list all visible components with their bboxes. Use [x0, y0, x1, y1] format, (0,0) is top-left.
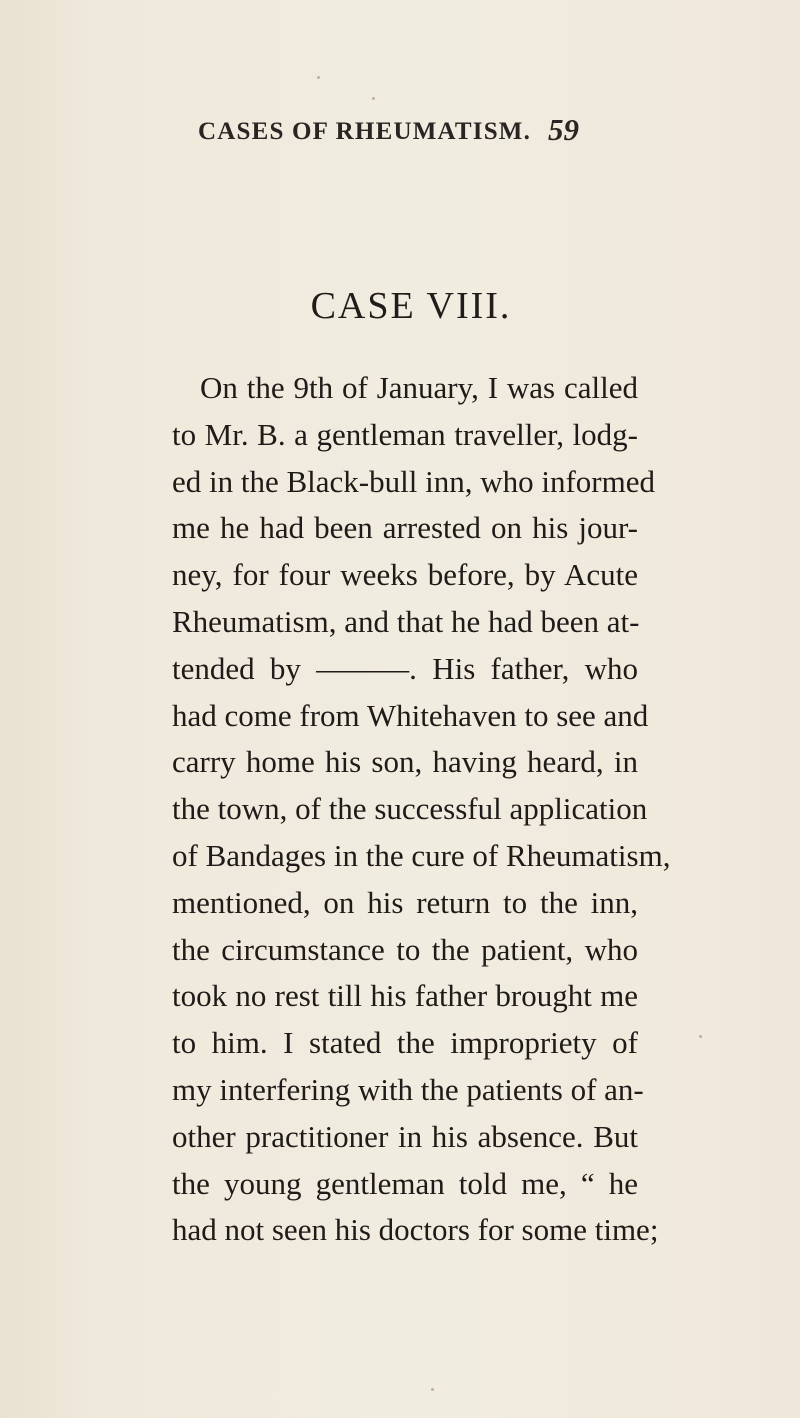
text-line: of Bandages in the cure of Rheumatism, [172, 837, 671, 873]
text-line: had come from Whitehaven to see and [172, 697, 649, 733]
text-line: to him. I stated the impropriety of [172, 1025, 638, 1061]
text-line: other practitioner in his absence. But [172, 1118, 638, 1154]
running-head-title: CASES OF RHEUMATISM. [198, 118, 532, 145]
text-line: the circumstance to the patient, who [172, 931, 638, 967]
text-line: took no rest till his father brought me [172, 978, 638, 1014]
text-line: Rheumatism, and that he had been at- [172, 603, 640, 639]
text-line: my interfering with the patients of an- [172, 1071, 644, 1107]
text-line: ed in the Black-bull inn, who informed [172, 463, 655, 499]
text-line: the town, of the successful application [172, 791, 648, 827]
text-line: the young gentleman told me, “ he [172, 1165, 638, 1201]
paper-speck [699, 1035, 702, 1038]
text-line: ney, for four weeks before, by Acute [172, 557, 638, 593]
text-line: me he had been arrested on his jour- [172, 510, 638, 546]
paper-speck [431, 1388, 434, 1391]
page-number: 59 [548, 112, 579, 147]
case-heading: CASE VIII. [310, 285, 512, 327]
paper-speck [317, 76, 320, 79]
text-line: had not seen his doctors for some time; [172, 1212, 659, 1248]
text-line: tended by ———. His father, who [172, 650, 638, 686]
paper-speck [372, 97, 375, 100]
text-line: On the 9th of January, I was called [200, 370, 638, 405]
text-line: carry home his son, having heard, in [172, 744, 638, 780]
text-line: mentioned, on his return to the inn, [172, 884, 638, 920]
text-line: to Mr. B. a gentleman traveller, lodg- [172, 416, 638, 452]
case-paragraph [172, 365, 671, 1254]
running-head [0, 112, 800, 158]
